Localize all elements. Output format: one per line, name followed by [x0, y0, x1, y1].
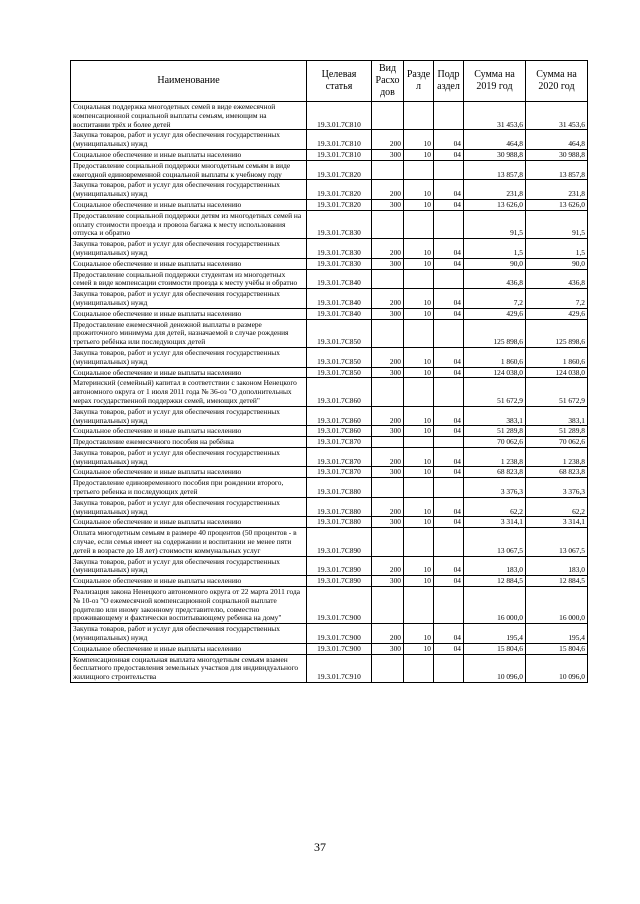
cell-sum-2019: 3 314,1 — [464, 517, 526, 528]
cell-target-article: 19.3.01.7С840 — [307, 308, 372, 319]
cell-sum-2019: 13 067,5 — [464, 528, 526, 556]
cell-sum-2019: 195,4 — [464, 624, 526, 644]
cell-expense-type — [372, 102, 404, 130]
cell-subsection: 04 — [434, 517, 464, 528]
table-row — [71, 319, 588, 347]
cell-subsection — [434, 269, 464, 289]
cell-section: 10 — [404, 447, 434, 467]
cell-name: Социальное обеспечение и иные выплаты населению — [71, 467, 307, 478]
cell-target-article: 19.3.01.7С860 — [307, 378, 372, 406]
cell-expense-type: 200 — [372, 130, 404, 150]
cell-section: 10 — [404, 406, 434, 426]
cell-subsection: 04 — [434, 643, 464, 654]
cell-sum-2019: 183,0 — [464, 556, 526, 576]
cell-expense-type — [372, 319, 404, 347]
table-row — [71, 447, 588, 467]
cell-expense-type — [372, 269, 404, 289]
cell-target-article: 19.3.01.7С880 — [307, 478, 372, 498]
header-sum-2019: Сумма на 2019 год — [464, 61, 526, 102]
cell-target-article: 19.3.01.7С900 — [307, 643, 372, 654]
cell-section: 10 — [404, 199, 434, 210]
cell-sum-2019: 70 062,6 — [464, 437, 526, 448]
cell-sum-2020: 436,8 — [526, 269, 588, 289]
table-row — [71, 576, 588, 587]
cell-section — [404, 210, 434, 238]
cell-subsection — [434, 437, 464, 448]
cell-expense-type — [372, 654, 404, 682]
cell-expense-type: 200 — [372, 447, 404, 467]
cell-sum-2019: 125 898,6 — [464, 319, 526, 347]
cell-sum-2020: 68 823,8 — [526, 467, 588, 478]
cell-expense-type — [372, 378, 404, 406]
cell-section: 10 — [404, 258, 434, 269]
cell-sum-2019: 464,8 — [464, 130, 526, 150]
cell-name: Материнский (семейный) капитал в соответствии с законом Ненецкого автономного округа от 1 июля 2011 года № 36-оз "О дополнительных мерах государственной поддержки семей, имеющих детей" — [71, 378, 307, 406]
cell-expense-type — [372, 160, 404, 180]
cell-name: Закупка товаров, работ и услуг для обеспечения государственных (муниципальных) нужд — [71, 239, 307, 259]
header-subsection: Подр аздел — [434, 61, 464, 102]
cell-name: Социальное обеспечение и иные выплаты населению — [71, 258, 307, 269]
cell-sum-2020: 31 453,6 — [526, 102, 588, 130]
cell-section — [404, 269, 434, 289]
table-row — [71, 149, 588, 160]
header-target-article: Целевая статья — [307, 61, 372, 102]
table-row — [71, 624, 588, 644]
cell-sum-2019: 1 860,6 — [464, 347, 526, 367]
cell-sum-2019: 91,5 — [464, 210, 526, 238]
cell-name: Социальное обеспечение и иные выплаты населению — [71, 367, 307, 378]
cell-sum-2020: 91,5 — [526, 210, 588, 238]
header-section: Разде л — [404, 61, 434, 102]
cell-expense-type: 300 — [372, 576, 404, 587]
cell-sum-2020: 13 067,5 — [526, 528, 588, 556]
cell-name: Закупка товаров, работ и услуг для обеспечения государственных (муниципальных) нужд — [71, 447, 307, 467]
cell-target-article: 19.3.01.7С870 — [307, 447, 372, 467]
cell-sum-2020: 183,0 — [526, 556, 588, 576]
cell-sum-2019: 383,1 — [464, 406, 526, 426]
table-row — [71, 437, 588, 448]
cell-section: 10 — [404, 517, 434, 528]
cell-expense-type: 200 — [372, 289, 404, 309]
cell-subsection: 04 — [434, 556, 464, 576]
cell-section — [404, 528, 434, 556]
cell-expense-type: 300 — [372, 149, 404, 160]
cell-name: Компенсационная социальная выплата многодетным семьям взамен бесплатного предоставления земельных участков для индивидуального жилищного строительства — [71, 654, 307, 682]
cell-expense-type: 200 — [372, 497, 404, 517]
cell-sum-2020: 231,8 — [526, 180, 588, 200]
cell-sum-2019: 1,5 — [464, 239, 526, 259]
cell-sum-2020: 1 238,8 — [526, 447, 588, 467]
cell-target-article: 19.3.01.7С820 — [307, 180, 372, 200]
cell-name: Закупка товаров, работ и услуг для обеспечения государственных (муниципальных) нужд — [71, 347, 307, 367]
cell-expense-type — [372, 210, 404, 238]
table-row — [71, 478, 588, 498]
cell-sum-2019: 10 096,0 — [464, 654, 526, 682]
cell-name: Предоставление единовременного пособия при рождении второго, третьего ребенка и последующих детей — [71, 478, 307, 498]
cell-sum-2019: 90,0 — [464, 258, 526, 269]
cell-target-article: 19.3.01.7С880 — [307, 497, 372, 517]
cell-section — [404, 437, 434, 448]
header-expense-type: Вид Расхо дов — [372, 61, 404, 102]
cell-subsection: 04 — [434, 624, 464, 644]
cell-name: Реализация закона Ненецкого автономного округа от 22 марта 2011 года № 10-оз "О ежемесячной компенсационной социальной выплате родителю или иному законному представителю, совместно проживающему и фактически воспитывающему ребенка на дому" — [71, 587, 307, 624]
cell-expense-type: 200 — [372, 347, 404, 367]
cell-name: Предоставление социальной поддержки многодетным семьям в виде ежегодной единовременной социальной выплаты к учебному году — [71, 160, 307, 180]
table-row — [71, 269, 588, 289]
cell-expense-type — [372, 587, 404, 624]
cell-subsection — [434, 210, 464, 238]
cell-sum-2020: 13 857,8 — [526, 160, 588, 180]
cell-target-article: 19.3.01.7С890 — [307, 556, 372, 576]
cell-subsection: 04 — [434, 308, 464, 319]
cell-section: 10 — [404, 643, 434, 654]
cell-sum-2020: 70 062,6 — [526, 437, 588, 448]
cell-expense-type — [372, 528, 404, 556]
cell-target-article: 19.3.01.7С890 — [307, 528, 372, 556]
cell-sum-2020: 62,2 — [526, 497, 588, 517]
cell-section — [404, 478, 434, 498]
cell-section: 10 — [404, 239, 434, 259]
cell-section — [404, 319, 434, 347]
cell-expense-type: 300 — [372, 517, 404, 528]
cell-sum-2020: 1 860,6 — [526, 347, 588, 367]
cell-subsection — [434, 160, 464, 180]
cell-target-article: 19.3.01.7С830 — [307, 210, 372, 238]
cell-section — [404, 654, 434, 682]
cell-sum-2020: 15 804,6 — [526, 643, 588, 654]
cell-section: 10 — [404, 289, 434, 309]
cell-name: Социальное обеспечение и иные выплаты населению — [71, 517, 307, 528]
cell-name: Социальное обеспечение и иные выплаты населению — [71, 308, 307, 319]
cell-target-article: 19.3.01.7С850 — [307, 319, 372, 347]
table-row — [71, 347, 588, 367]
cell-expense-type: 300 — [372, 258, 404, 269]
table-row — [71, 289, 588, 309]
cell-subsection: 04 — [434, 258, 464, 269]
cell-name: Закупка товаров, работ и услуг для обеспечения государственных (муниципальных) нужд — [71, 130, 307, 150]
cell-sum-2020: 3 376,3 — [526, 478, 588, 498]
cell-target-article: 19.3.01.7С820 — [307, 160, 372, 180]
table-row — [71, 467, 588, 478]
cell-sum-2019: 436,8 — [464, 269, 526, 289]
cell-expense-type: 300 — [372, 308, 404, 319]
table-row — [71, 102, 588, 130]
table-row — [71, 210, 588, 238]
cell-target-article: 19.3.01.7С840 — [307, 269, 372, 289]
cell-subsection: 04 — [434, 467, 464, 478]
cell-target-article: 19.3.01.7С900 — [307, 587, 372, 624]
cell-name: Социальное обеспечение и иные выплаты населению — [71, 149, 307, 160]
cell-sum-2020: 13 626,0 — [526, 199, 588, 210]
cell-name: Закупка товаров, работ и услуг для обеспечения государственных (муниципальных) нужд — [71, 406, 307, 426]
cell-expense-type: 200 — [372, 624, 404, 644]
cell-subsection: 04 — [434, 367, 464, 378]
cell-sum-2020: 429,6 — [526, 308, 588, 319]
cell-subsection — [434, 654, 464, 682]
cell-name: Социальная поддержка многодетных семей в виде ежемесячной компенсационной социальной выплаты семьям, имеющим на воспитании трёх и более детей — [71, 102, 307, 130]
table-row — [71, 426, 588, 437]
table-row — [71, 497, 588, 517]
cell-target-article: 19.3.01.7С900 — [307, 624, 372, 644]
cell-sum-2019: 31 453,6 — [464, 102, 526, 130]
cell-sum-2019: 12 884,5 — [464, 576, 526, 587]
cell-expense-type: 300 — [372, 643, 404, 654]
cell-name: Оплата многодетным семьям в размере 40 процентов (50 процентов - в случае, если семья имеет на содержании и воспитании не менее пяти детей в возрасте до 18 лет) стоимости коммунальных услуг — [71, 528, 307, 556]
cell-section: 10 — [404, 180, 434, 200]
cell-sum-2019: 231,8 — [464, 180, 526, 200]
cell-name: Закупка товаров, работ и услуг для обеспечения государственных (муниципальных) нужд — [71, 624, 307, 644]
header-name: Наименование — [71, 61, 307, 102]
cell-sum-2019: 51 289,8 — [464, 426, 526, 437]
cell-target-article: 19.3.01.7С860 — [307, 426, 372, 437]
cell-target-article: 19.3.01.7С810 — [307, 149, 372, 160]
table-row — [71, 378, 588, 406]
page-number: 37 — [314, 840, 326, 854]
cell-subsection: 04 — [434, 149, 464, 160]
cell-target-article: 19.3.01.7С830 — [307, 239, 372, 259]
cell-sum-2019: 15 804,6 — [464, 643, 526, 654]
cell-subsection — [434, 319, 464, 347]
cell-expense-type: 300 — [372, 426, 404, 437]
cell-sum-2019: 124 038,0 — [464, 367, 526, 378]
cell-section: 10 — [404, 347, 434, 367]
cell-subsection: 04 — [434, 347, 464, 367]
cell-subsection — [434, 478, 464, 498]
cell-section — [404, 378, 434, 406]
cell-section: 10 — [404, 130, 434, 150]
cell-expense-type: 300 — [372, 467, 404, 478]
cell-expense-type: 200 — [372, 556, 404, 576]
cell-expense-type: 200 — [372, 406, 404, 426]
cell-sum-2019: 62,2 — [464, 497, 526, 517]
cell-subsection: 04 — [434, 239, 464, 259]
cell-sum-2020: 1,5 — [526, 239, 588, 259]
cell-name: Предоставление социальной поддержки студентам из многодетных семей в виде компенсации стоимости проезда к месту учёбы и обратно — [71, 269, 307, 289]
cell-sum-2020: 464,8 — [526, 130, 588, 150]
cell-target-article: 19.3.01.7С910 — [307, 654, 372, 682]
table-row — [71, 199, 588, 210]
table-header-row — [71, 61, 588, 102]
header-sum-2020: Сумма на 2020 год — [526, 61, 588, 102]
cell-subsection: 04 — [434, 289, 464, 309]
table-row — [71, 528, 588, 556]
cell-section: 10 — [404, 576, 434, 587]
cell-target-article: 19.3.01.7С870 — [307, 467, 372, 478]
cell-name: Социальное обеспечение и иные выплаты населению — [71, 643, 307, 654]
cell-target-article: 19.3.01.7С850 — [307, 347, 372, 367]
cell-section: 10 — [404, 149, 434, 160]
cell-sum-2020: 124 038,0 — [526, 367, 588, 378]
table-row — [71, 258, 588, 269]
cell-name: Закупка товаров, работ и услуг для обеспечения государственных (муниципальных) нужд — [71, 556, 307, 576]
cell-sum-2019: 13 857,8 — [464, 160, 526, 180]
cell-section — [404, 587, 434, 624]
cell-subsection: 04 — [434, 180, 464, 200]
cell-section: 10 — [404, 467, 434, 478]
table-row — [71, 367, 588, 378]
table-body — [71, 102, 588, 683]
cell-name: Социальное обеспечение и иные выплаты населению — [71, 426, 307, 437]
table-row — [71, 180, 588, 200]
cell-target-article: 19.3.01.7С830 — [307, 258, 372, 269]
cell-subsection: 04 — [434, 199, 464, 210]
cell-target-article: 19.3.01.7С820 — [307, 199, 372, 210]
cell-sum-2020: 125 898,6 — [526, 319, 588, 347]
table-row — [71, 587, 588, 624]
cell-sum-2020: 30 988,8 — [526, 149, 588, 160]
cell-name: Закупка товаров, работ и услуг для обеспечения государственных (муниципальных) нужд — [71, 497, 307, 517]
cell-sum-2019: 16 000,0 — [464, 587, 526, 624]
cell-section: 10 — [404, 367, 434, 378]
cell-target-article: 19.3.01.7С810 — [307, 130, 372, 150]
table-row — [71, 654, 588, 682]
cell-subsection: 04 — [434, 447, 464, 467]
table-row — [71, 130, 588, 150]
budget-table — [70, 60, 588, 683]
cell-sum-2019: 3 376,3 — [464, 478, 526, 498]
cell-section: 10 — [404, 624, 434, 644]
cell-target-article: 19.3.01.7С810 — [307, 102, 372, 130]
cell-sum-2020: 7,2 — [526, 289, 588, 309]
cell-expense-type — [372, 478, 404, 498]
cell-expense-type: 300 — [372, 367, 404, 378]
cell-name: Социальное обеспечение и иные выплаты населению — [71, 199, 307, 210]
cell-section: 10 — [404, 556, 434, 576]
cell-sum-2020: 10 096,0 — [526, 654, 588, 682]
cell-name: Предоставление социальной поддержки детям из многодетных семей на оплату стоимости проезда и провоза багажа к месту использования отпуска и обратно — [71, 210, 307, 238]
cell-subsection — [434, 102, 464, 130]
cell-sum-2020: 195,4 — [526, 624, 588, 644]
cell-sum-2020: 51 289,8 — [526, 426, 588, 437]
table-row — [71, 406, 588, 426]
cell-section: 10 — [404, 426, 434, 437]
table-row — [71, 239, 588, 259]
cell-expense-type: 200 — [372, 239, 404, 259]
cell-target-article: 19.3.01.7С880 — [307, 517, 372, 528]
cell-subsection — [434, 378, 464, 406]
cell-subsection: 04 — [434, 576, 464, 587]
table-row — [71, 556, 588, 576]
cell-sum-2020: 12 884,5 — [526, 576, 588, 587]
cell-sum-2019: 1 238,8 — [464, 447, 526, 467]
table-row — [71, 517, 588, 528]
cell-sum-2019: 7,2 — [464, 289, 526, 309]
cell-sum-2020: 51 672,9 — [526, 378, 588, 406]
cell-subsection: 04 — [434, 130, 464, 150]
cell-section: 10 — [404, 497, 434, 517]
table-row — [71, 308, 588, 319]
cell-name: Социальное обеспечение и иные выплаты населению — [71, 576, 307, 587]
cell-sum-2019: 68 823,8 — [464, 467, 526, 478]
cell-sum-2020: 90,0 — [526, 258, 588, 269]
cell-sum-2019: 30 988,8 — [464, 149, 526, 160]
table-row — [71, 643, 588, 654]
cell-section — [404, 160, 434, 180]
cell-name: Предоставление ежемесячной денежной выплаты в размере прожиточного минимума для детей, назначаемой в случае рождения третьего ребёнка или последующих детей — [71, 319, 307, 347]
cell-name: Предоставление ежемесячного пособия на ребёнка — [71, 437, 307, 448]
cell-target-article: 19.3.01.7С870 — [307, 437, 372, 448]
cell-sum-2020: 3 314,1 — [526, 517, 588, 528]
cell-subsection: 04 — [434, 426, 464, 437]
cell-target-article: 19.3.01.7С890 — [307, 576, 372, 587]
cell-target-article: 19.3.01.7С840 — [307, 289, 372, 309]
cell-sum-2019: 429,6 — [464, 308, 526, 319]
cell-subsection — [434, 587, 464, 624]
cell-section: 10 — [404, 308, 434, 319]
cell-sum-2020: 383,1 — [526, 406, 588, 426]
cell-sum-2020: 16 000,0 — [526, 587, 588, 624]
cell-target-article: 19.3.01.7С850 — [307, 367, 372, 378]
cell-expense-type: 200 — [372, 180, 404, 200]
cell-section — [404, 102, 434, 130]
table-row — [71, 160, 588, 180]
cell-expense-type: 300 — [372, 199, 404, 210]
cell-expense-type — [372, 437, 404, 448]
cell-name: Закупка товаров, работ и услуг для обеспечения государственных (муниципальных) нужд — [71, 180, 307, 200]
cell-sum-2019: 13 626,0 — [464, 199, 526, 210]
cell-target-article: 19.3.01.7С860 — [307, 406, 372, 426]
cell-name: Закупка товаров, работ и услуг для обеспечения государственных (муниципальных) нужд — [71, 289, 307, 309]
cell-subsection: 04 — [434, 406, 464, 426]
cell-sum-2019: 51 672,9 — [464, 378, 526, 406]
cell-subsection — [434, 528, 464, 556]
cell-subsection: 04 — [434, 497, 464, 517]
